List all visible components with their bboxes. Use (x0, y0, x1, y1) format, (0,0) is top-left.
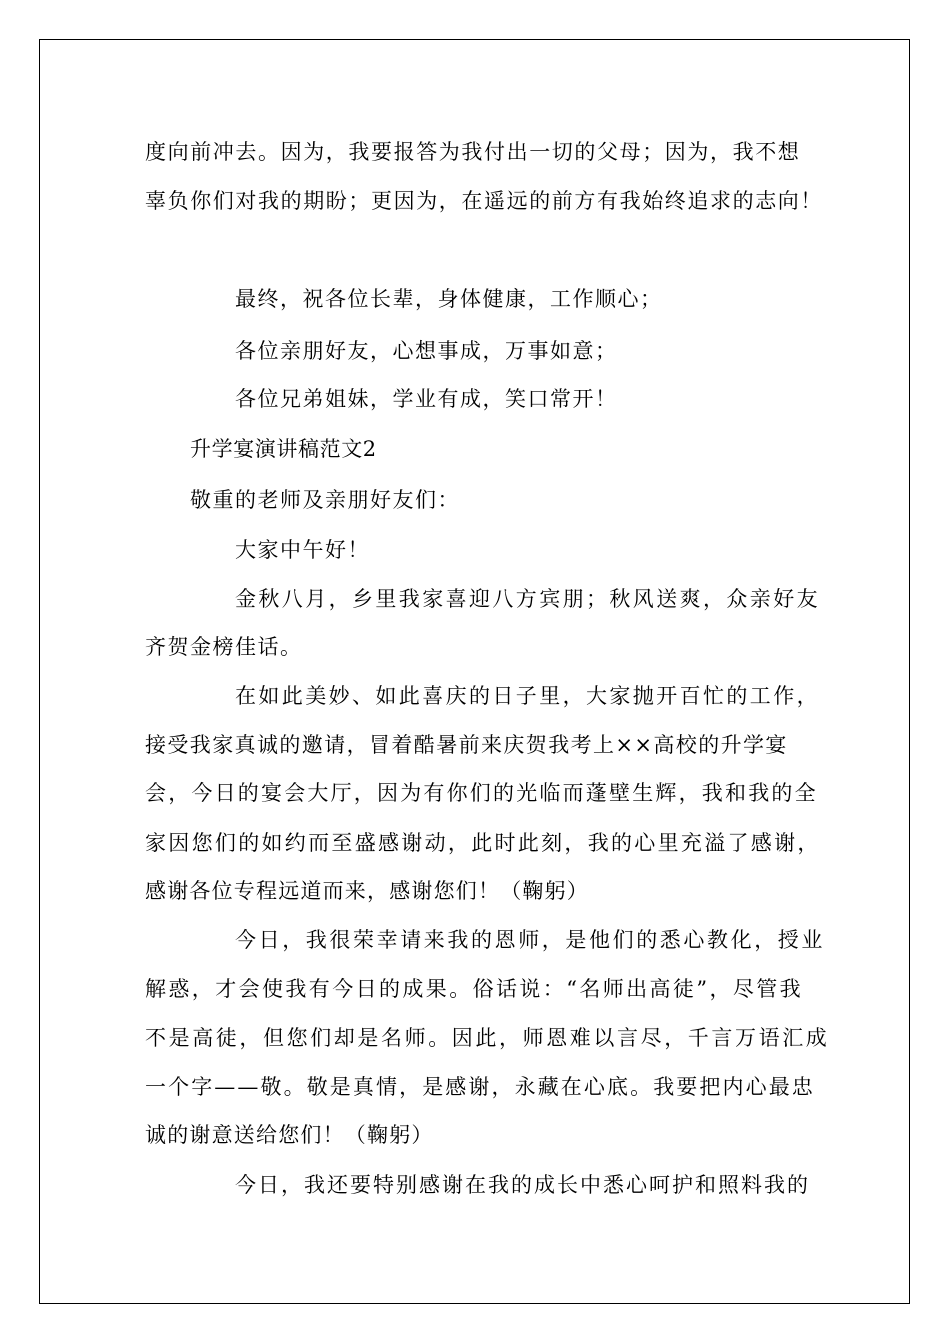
text-line: 度向前冲去。因为，我要报答为我付出一切的父母；因为，我不想 (145, 140, 801, 164)
greeting: 大家中午好！ (235, 538, 370, 562)
text-line: 家因您们的如约而至盛感谢动，此时此刻，我的心里充溢了感谢， (145, 831, 821, 855)
text-line: 感谢各位专程远道而来，感谢您们！（鞠躬） (145, 879, 589, 903)
text-line: 一个字——敬。敬是真情，是感谢，永藏在心底。我要把内心最忠 (145, 1075, 815, 1099)
text-line: 齐贺金榜佳话。 (145, 635, 303, 659)
text-line: 诚的谢意送给您们！（鞠躬） (145, 1123, 434, 1147)
text-line: 最终，祝各位长辈，身体健康，工作顺心； (235, 287, 663, 311)
section-heading: 升学宴演讲稿范文2 (190, 437, 377, 461)
text-line: 各位兄弟姐妹，学业有成，笑口常开！ (235, 387, 618, 411)
text-line: 今日，我很荣幸请来我的恩师，是他们的悉心教化，授业 (235, 928, 825, 952)
text-line: 金秋八月，乡里我家喜迎八方宾朋；秋风送爽，众亲好友 (235, 587, 820, 611)
text-line: 今日，我还要特别感谢在我的成长中悉心呵护和照料我的 (235, 1173, 810, 1197)
salutation: 敬重的老师及亲朋好友们： (190, 488, 460, 512)
text-line: 会，今日的宴会大厅，因为有你们的光临而蓬壁生辉，我和我的全 (145, 781, 818, 805)
page-border (39, 39, 910, 1304)
text-line: 不是高徒，但您们却是名师。因此，师恩难以言尽，千言万语汇成 (145, 1026, 830, 1050)
text-line: 辜负你们对我的期盼；更因为，在遥远的前方有我始终追求的志向！ (145, 189, 823, 213)
text-line: 各位亲朋好友，心想事成，万事如意； (235, 339, 618, 363)
text-line: 解惑，才会使我有今日的成果。俗话说：“名师出高徒”，尽管我 (145, 977, 804, 1001)
text-line: 在如此美妙、如此喜庆的日子里，大家抛开百忙的工作， (235, 684, 820, 708)
text-line: 接受我家真诚的邀请，冒着酷暑前来庆贺我考上××高校的升学宴 (145, 733, 788, 757)
